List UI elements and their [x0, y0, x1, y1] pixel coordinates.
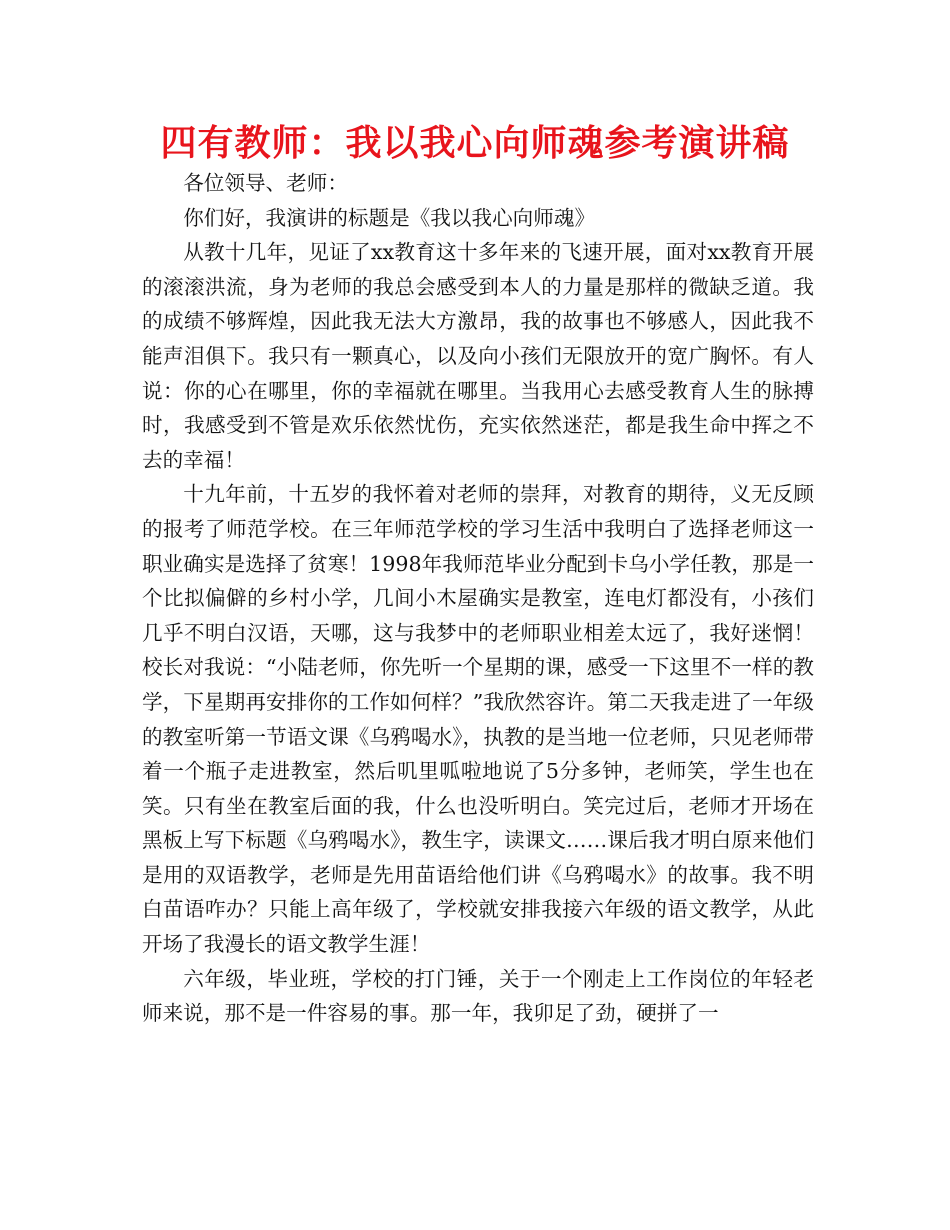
- document-body: [142, 166, 814, 1031]
- body-paragraph: 六年级，毕业班，学校的打门锤，关于一个刚走上工作岗位的年轻老师来说，那不是一件容易的事。那一年，我卯足了劲，硬拼了一: [142, 966, 814, 1026]
- body-paragraph: 从教十几年，见证了xx教育这十多年来的飞速开展，面对xx教育开展的滚滚洪流，身为老师的我总会感受到本人的力量是那样的微缺乏道。我的成绩不够辉煌，因此我无法大方激昂，我的故事也不够感人，因此我不能声泪俱下。我只有一颗真心，以及向小孩们无限放开的宽广胸怀。有人说：你的心在哪里，你的幸福就在哪里。当我用心去感受教育人生的脉搏时，我感受到不管是欢乐依然忧伤，充实依然迷茫，都是我生命中挥之不去的幸福！: [142, 240, 814, 472]
- greeting-paragraph: 你们好，我演讲的标题是《我以我心向师魂》: [183, 205, 596, 230]
- salutation-paragraph: 各位领导、老师：: [183, 171, 348, 195]
- body-paragraph: 十九年前，十五岁的我怀着对老师的崇拜，对教育的期待，义无反顾的报考了师范学校。在三年师范学校的学习生活中我明白了选择老师这一职业确实是选择了贫寒！1998年我师范毕业分配到卡乌小学任教，那是一个比拟偏僻的乡村小学，几间小木屋确实是教室，连电灯都没有，小孩们几乎不明白汉语，天哪，这与我梦中的老师职业相差太远了，我好迷惘！校长对我说：“小陆老师，你先听一个星期的课，感受一下这里不一样的教学，下星期再安排你的工作如何样？”我欣然容许。第二天我走进了一年级的教室听第一节语文课《乌鸦喝水》，执教的是当地一位老师，只见老师带着一个瓶子走进教室，然后叽里呱啦地说了5分多钟，老师笑，学生也在笑。只有坐在教室后面的我，什么也没听明白。笑完过后，老师才开场在黑板上写下标题《乌鸦喝水》，教生字，读课文……课后我才明白原来他们是用的双语教学，老师是先用苗语给他们讲《乌鸦喝水》的故事。我不明白苗语咋办？只能上高年级了，学校就安排我接六年级的语文教学，从此开场了我漫长的语文教学生涯！: [142, 482, 814, 957]
- document-title: 四有教师：我以我心向师魂参考演讲稿: [160, 123, 790, 164]
